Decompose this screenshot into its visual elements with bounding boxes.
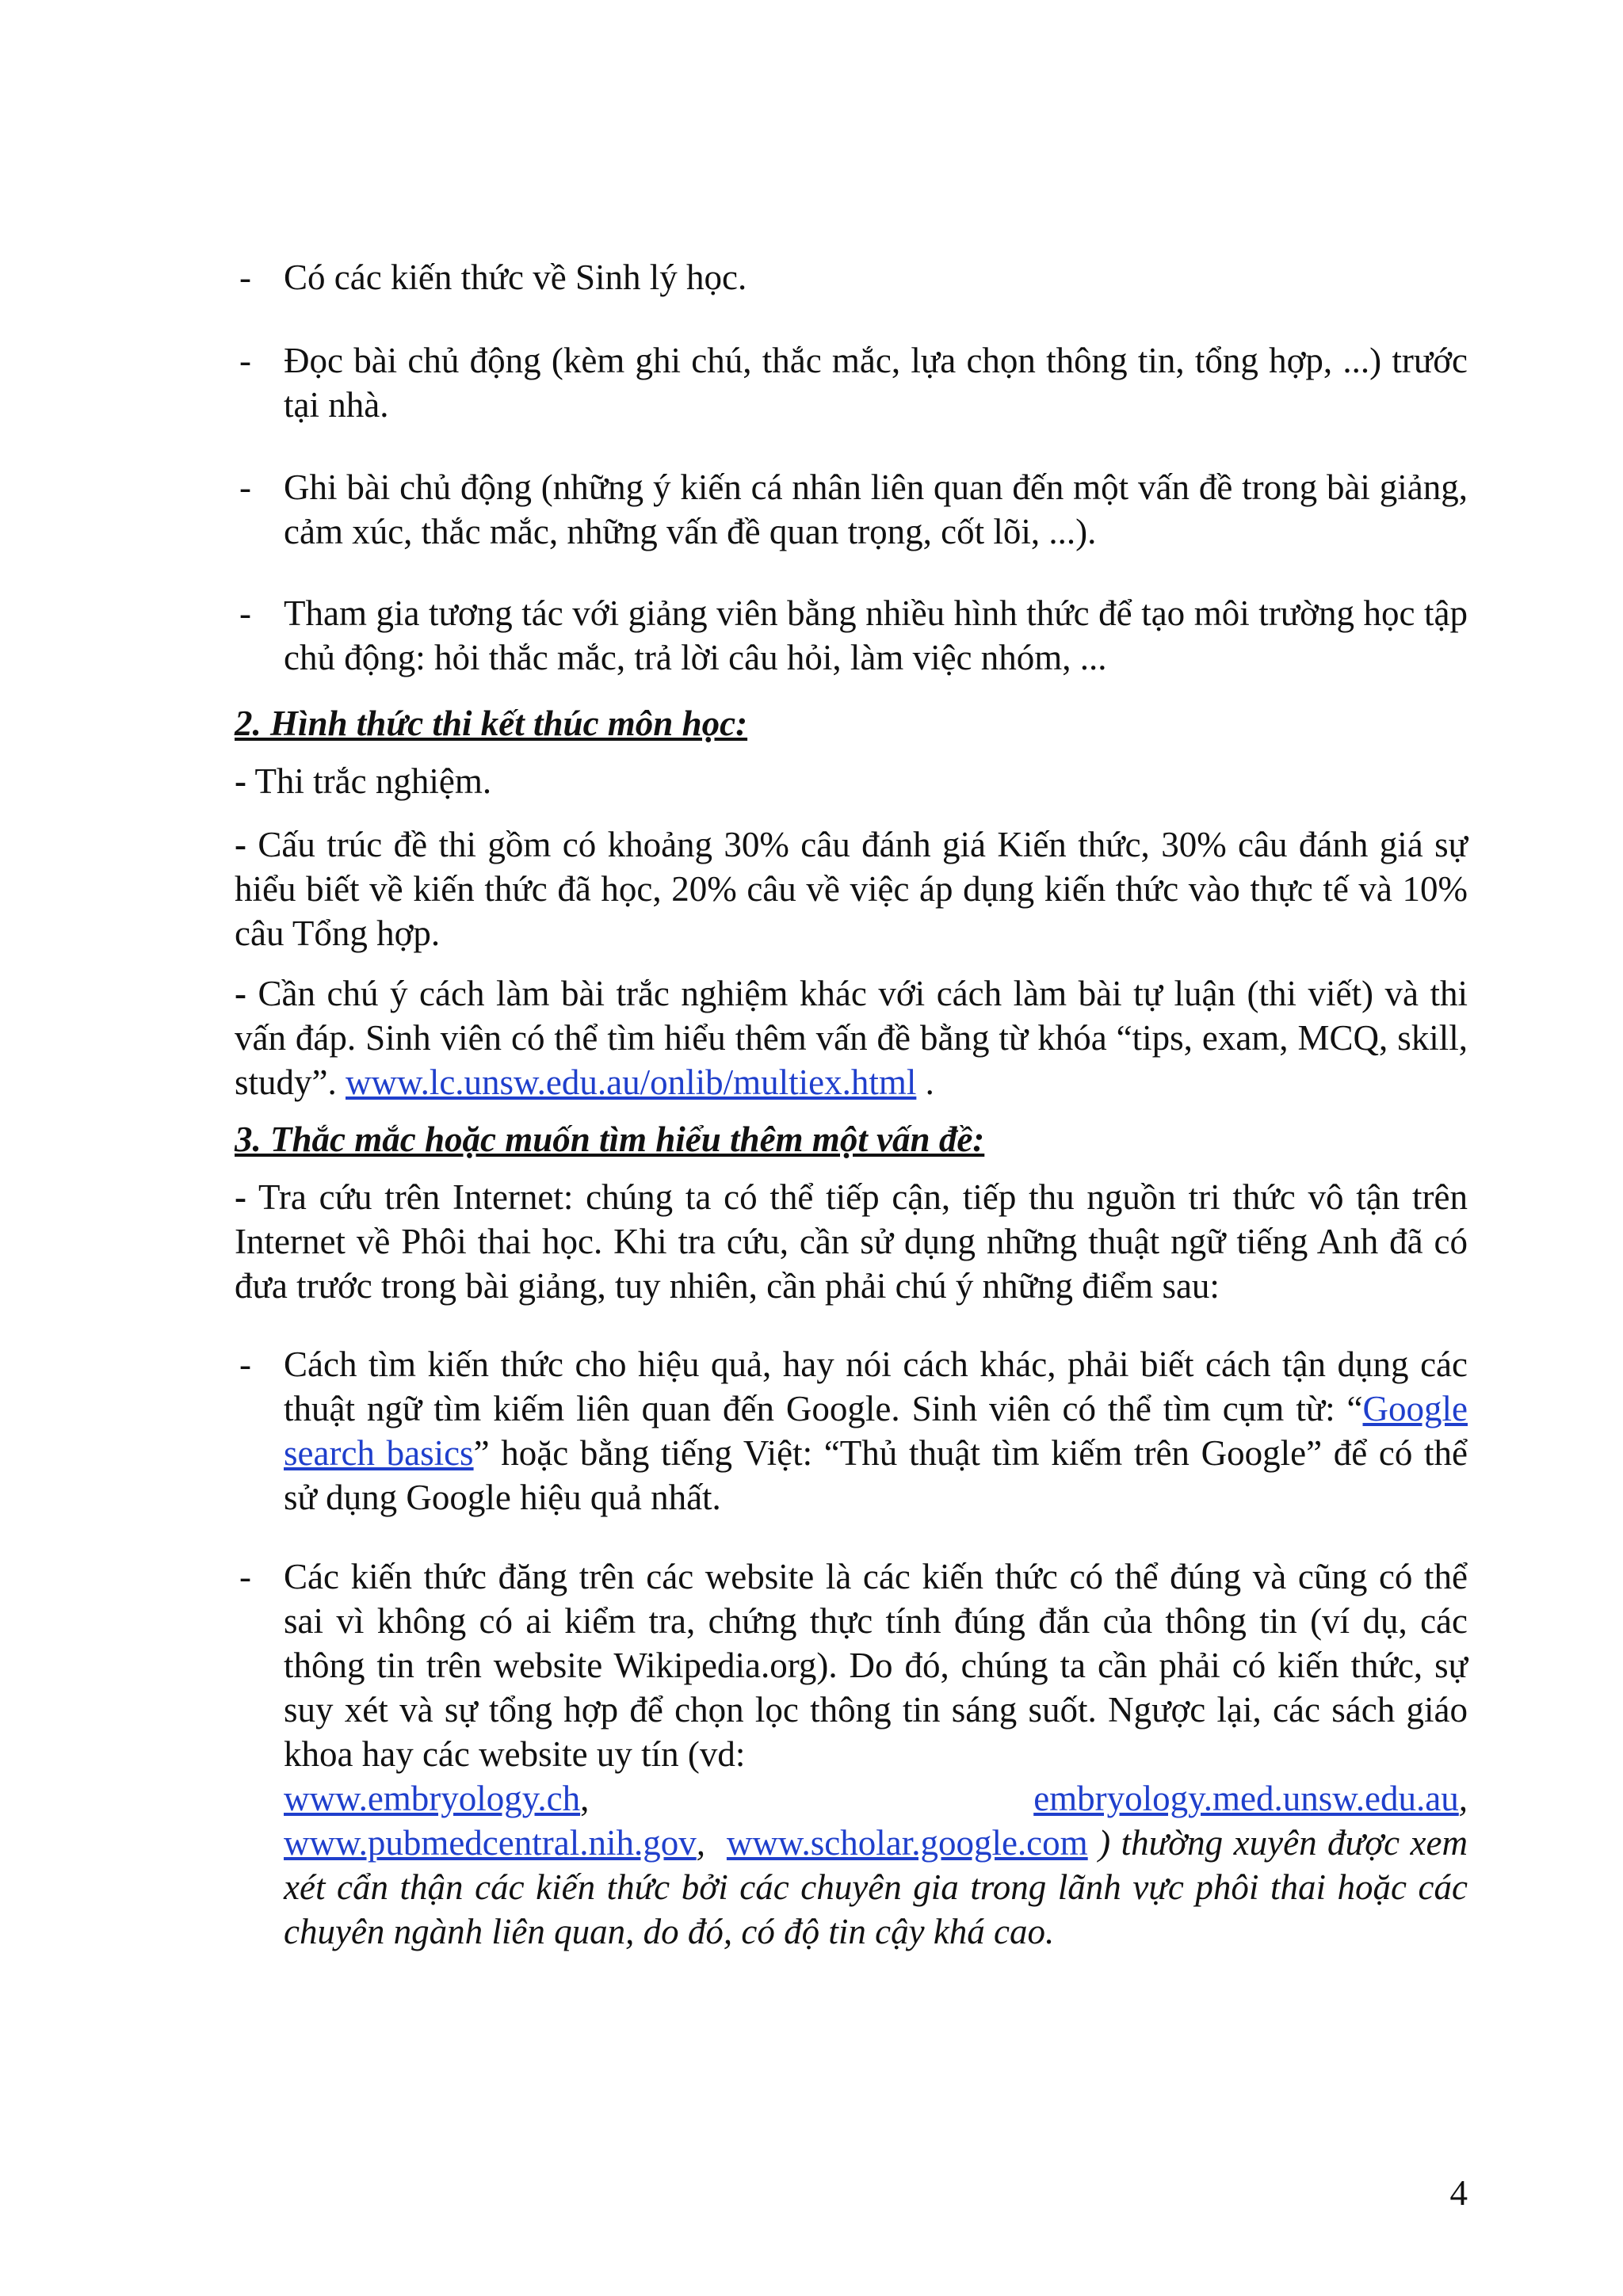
bullet-dash: - bbox=[239, 341, 251, 380]
paragraph-dash: - bbox=[235, 974, 246, 1013]
embryology-ch-link[interactable]: www.embryology.ch bbox=[284, 1779, 581, 1818]
bullet-dash: - bbox=[239, 1557, 251, 1596]
scholar-google-link[interactable]: www.scholar.google.com bbox=[726, 1823, 1088, 1863]
reliability-links-line-2: www.pubmedcentral.nih.gov, www.scholar.google.com ) thường xuyên được xem xét cẩn thận các kiến thức bởi các chuyên gia trong lãnh vực phôi thai hoặc các chuyên ngành liên quan, do đó, có độ tin cậy khá cao. bbox=[284, 1823, 1468, 1951]
bullet-dash: - bbox=[239, 257, 251, 297]
section-2-paragraph-1: - Thi trắc nghiệm. bbox=[235, 761, 492, 801]
bullet-text: Có các kiến thức về Sinh lý học. bbox=[284, 257, 747, 297]
bullet-item-active-notes bbox=[239, 465, 1468, 554]
page-number: 4 bbox=[1449, 2173, 1468, 2213]
bullet-text: Tham gia tương tác với giảng viên bằng nhiều hình thức để tạo môi trường học tập chủ động: hỏi thắc mắc, trả lời câu hỏi, làm việc nhóm, ... bbox=[284, 593, 1468, 677]
bullet-item-interaction bbox=[239, 591, 1468, 680]
bullet-text: Ghi bài chủ động (những ý kiến cá nhân liên quan đến một vấn đề trong bài giảng, cảm xúc, thắc mắc, những vấn đề quan trọng, cốt lõi, ...). bbox=[284, 467, 1468, 551]
section-3-heading: 3. Thắc mắc hoặc muốn tìm hiểu thêm một vấn đề: bbox=[235, 1119, 985, 1159]
bullet-dash: - bbox=[239, 1344, 251, 1384]
section-2-paragraph-3: - Cần chú ý cách làm bài trắc nghiệm khác với cách làm bài tự luận (thi viết) và thi vấn đáp. Sinh viên có thể tìm hiểu thêm vấn đề bằng từ khóa “tips, exam, MCQ, skill, study”. www.lc.unsw.edu.au/onlib/multiex.html . bbox=[235, 974, 1468, 1102]
bullet-item-website-reliability bbox=[239, 1554, 1468, 1954]
paragraph-dash: - bbox=[235, 825, 246, 864]
section-2-paragraph-2: - Cấu trúc đề thi gồm có khoảng 30% câu đánh giá Kiến thức, 30% câu đánh giá sự hiểu biết về kiến thức đã học, 20% câu về việc áp dụng kiến thức vào thực tế và 10% câu Tổng hợp. bbox=[235, 825, 1468, 953]
pubmedcentral-link[interactable]: www.pubmedcentral.nih.gov bbox=[284, 1823, 697, 1863]
bullet-item-google-search: - Cách tìm kiến thức cho hiệu quả, hay nói cách khác, phải biết cách tận dụng các thuật ngữ tìm kiếm liên quan đến Google. Sinh viên có thể tìm cụm từ: “Google search basics” hoặc bằng tiếng Việt: “Thủ thuật tìm kiếm trên Google” để có thể sử dụng Google hiệu quả nhất. bbox=[284, 1342, 1468, 1520]
section-3-paragraph-1: - Tra cứu trên Internet: chúng ta có thể tiếp cận, tiếp thu nguồn tri thức vô tận trên Internet về Phôi thai học. Khi tra cứu, cần sử dụng những thuật ngữ tiếng Anh đã có đưa trước trong bài giảng, tuy nhiên, cần phải chú ý những điểm sau: bbox=[235, 1177, 1468, 1306]
google-search-basics-link[interactable]: Google search basics bbox=[284, 1389, 1468, 1473]
bullet-text: Đọc bài chủ động (kèm ghi chú, thắc mắc, lựa chọn thông tin, tổng hợp, ...) trước tại nhà. bbox=[284, 341, 1468, 425]
bullet-dash: - bbox=[239, 593, 251, 633]
bullet-item-active-reading bbox=[239, 338, 1468, 427]
reliability-links-line-1: www.embryology.ch, embryology.med.unsw.edu.au, bbox=[284, 1779, 1468, 1818]
section-2-heading: 2. Hình thức thi kết thúc môn học: bbox=[235, 704, 748, 743]
bullet-item-physiology bbox=[239, 255, 1468, 299]
reliability-text: Các kiến thức đăng trên các website là các kiến thức có thể đúng và cũng có thể sai vì không có ai kiểm tra, chứng thực tính đúng đắn của thông tin (ví dụ, các thông tin trên website Wikipedia.org). Do đó, chúng ta cần phải có kiến thức, sự suy xét và sự tổng hợp để chọn lọc thông tin sáng suốt. Ngược lại, các sách giáo khoa hay các website uy tín (vd: bbox=[284, 1557, 1468, 1774]
embryology-unsw-link[interactable]: embryology.med.unsw.edu.au bbox=[1033, 1779, 1459, 1818]
bullet-dash: - bbox=[239, 467, 251, 507]
paragraph-dash: - bbox=[235, 1177, 246, 1217]
multiex-link[interactable]: www.lc.unsw.edu.au/onlib/multiex.html bbox=[346, 1062, 917, 1102]
paragraph-dash: - bbox=[235, 761, 246, 801]
